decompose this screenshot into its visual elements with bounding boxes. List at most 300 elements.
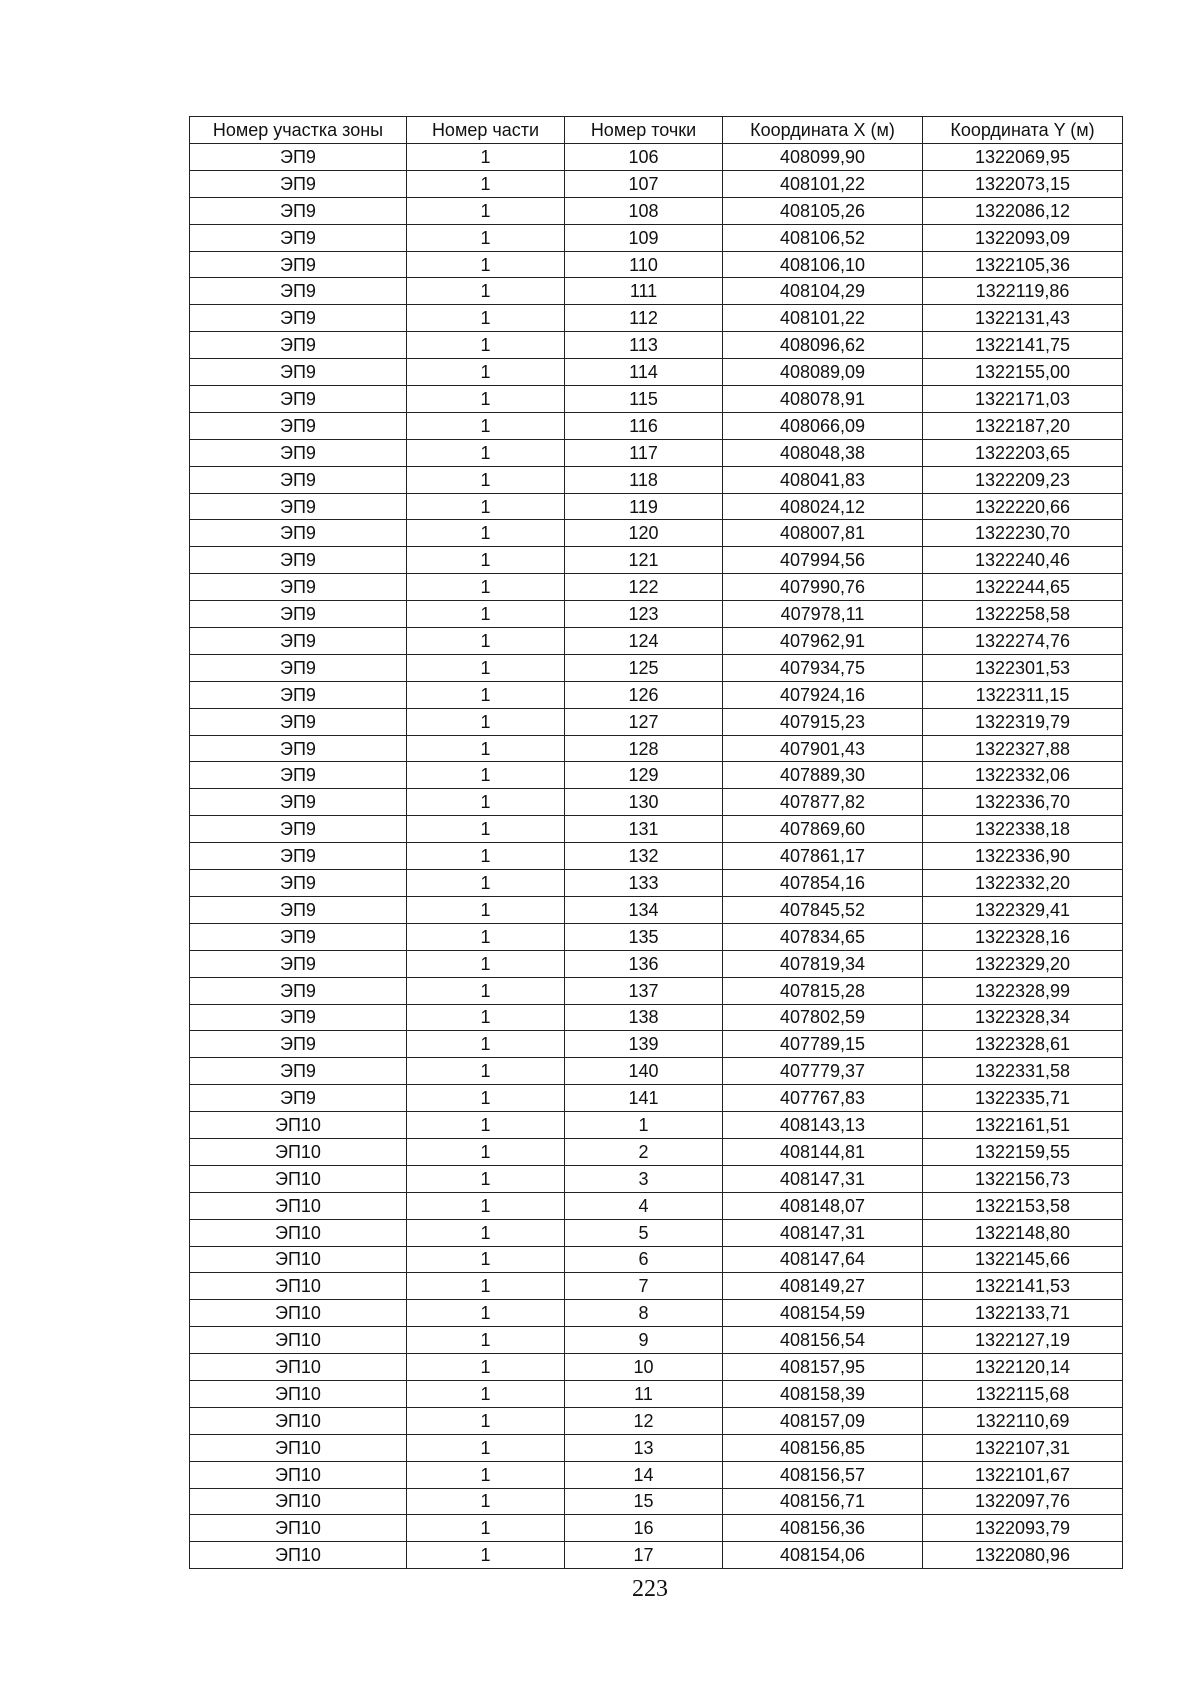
- cell-zone-section: ЭП9: [190, 628, 407, 655]
- cell-part-number: 1: [407, 628, 565, 655]
- cell-point-number: 117: [565, 439, 723, 466]
- cell-point-number: 134: [565, 896, 723, 923]
- cell-coordinate-x: 408099,90: [723, 144, 923, 171]
- cell-point-number: 15: [565, 1488, 723, 1515]
- cell-coordinate-x: 408143,13: [723, 1112, 923, 1139]
- cell-part-number: 1: [407, 789, 565, 816]
- cell-coordinate-y: 1322115,68: [923, 1380, 1123, 1407]
- cell-point-number: 122: [565, 574, 723, 601]
- cell-coordinate-x: 408157,09: [723, 1407, 923, 1434]
- cell-zone-section: ЭП9: [190, 816, 407, 843]
- table-row: [190, 1515, 1123, 1542]
- cell-coordinate-x: 408157,95: [723, 1354, 923, 1381]
- cell-coordinate-y: 1322240,46: [923, 547, 1123, 574]
- cell-coordinate-y: 1322203,65: [923, 439, 1123, 466]
- cell-point-number: 120: [565, 520, 723, 547]
- cell-part-number: 1: [407, 1273, 565, 1300]
- table-row: [190, 1031, 1123, 1058]
- cell-point-number: 126: [565, 681, 723, 708]
- cell-coordinate-y: 1322220,66: [923, 493, 1123, 520]
- cell-zone-section: ЭП10: [190, 1192, 407, 1219]
- table-row: [190, 1434, 1123, 1461]
- cell-coordinate-y: 1322086,12: [923, 197, 1123, 224]
- cell-coordinate-y: 1322335,71: [923, 1085, 1123, 1112]
- cell-coordinate-y: 1322338,18: [923, 816, 1123, 843]
- cell-part-number: 1: [407, 816, 565, 843]
- cell-point-number: 6: [565, 1246, 723, 1273]
- table-row: [190, 816, 1123, 843]
- cell-point-number: 111: [565, 278, 723, 305]
- cell-coordinate-y: 1322332,20: [923, 870, 1123, 897]
- table-row: [190, 762, 1123, 789]
- cell-point-number: 133: [565, 870, 723, 897]
- cell-zone-section: ЭП9: [190, 224, 407, 251]
- table-row: [190, 977, 1123, 1004]
- cell-coordinate-y: 1322187,20: [923, 412, 1123, 439]
- cell-coordinate-x: 408147,31: [723, 1219, 923, 1246]
- cell-coordinate-x: 408158,39: [723, 1380, 923, 1407]
- table-row: [190, 1085, 1123, 1112]
- cell-zone-section: ЭП10: [190, 1434, 407, 1461]
- cell-coordinate-x: 407802,59: [723, 1004, 923, 1031]
- table-row: [190, 1219, 1123, 1246]
- cell-coordinate-x: 408156,71: [723, 1488, 923, 1515]
- cell-coordinate-x: 408024,12: [723, 493, 923, 520]
- cell-coordinate-x: 408154,59: [723, 1300, 923, 1327]
- cell-part-number: 1: [407, 735, 565, 762]
- cell-part-number: 1: [407, 170, 565, 197]
- cell-zone-section: ЭП9: [190, 547, 407, 574]
- cell-zone-section: ЭП9: [190, 197, 407, 224]
- table-row: [190, 870, 1123, 897]
- cell-coordinate-y: 1322110,69: [923, 1407, 1123, 1434]
- cell-point-number: 123: [565, 601, 723, 628]
- cell-coordinate-x: 407815,28: [723, 977, 923, 1004]
- cell-coordinate-y: 1322148,80: [923, 1219, 1123, 1246]
- cell-coordinate-x: 408156,54: [723, 1327, 923, 1354]
- table-row: [190, 1058, 1123, 1085]
- cell-part-number: 1: [407, 923, 565, 950]
- cell-zone-section: ЭП9: [190, 493, 407, 520]
- cell-zone-section: ЭП10: [190, 1354, 407, 1381]
- cell-part-number: 1: [407, 1354, 565, 1381]
- cell-point-number: 125: [565, 654, 723, 681]
- cell-coordinate-y: 1322107,31: [923, 1434, 1123, 1461]
- cell-point-number: 116: [565, 412, 723, 439]
- table-row: [190, 144, 1123, 171]
- cell-coordinate-y: 1322332,06: [923, 762, 1123, 789]
- cell-coordinate-x: 408078,91: [723, 386, 923, 413]
- cell-point-number: 127: [565, 708, 723, 735]
- cell-part-number: 1: [407, 412, 565, 439]
- cell-coordinate-x: 408156,57: [723, 1461, 923, 1488]
- cell-coordinate-x: 407978,11: [723, 601, 923, 628]
- cell-zone-section: ЭП9: [190, 278, 407, 305]
- cell-part-number: 1: [407, 601, 565, 628]
- table-row: [190, 547, 1123, 574]
- cell-coordinate-x: 408104,29: [723, 278, 923, 305]
- header-zone-section: Номер участка зоны: [190, 117, 407, 144]
- table-row: [190, 170, 1123, 197]
- cell-point-number: 2: [565, 1138, 723, 1165]
- table-row: [190, 1327, 1123, 1354]
- cell-point-number: 1: [565, 1112, 723, 1139]
- cell-coordinate-x: 408156,85: [723, 1434, 923, 1461]
- cell-part-number: 1: [407, 520, 565, 547]
- table-row: [190, 735, 1123, 762]
- table-row: [190, 251, 1123, 278]
- cell-coordinate-x: 408101,22: [723, 170, 923, 197]
- cell-coordinate-y: 1322141,53: [923, 1273, 1123, 1300]
- cell-zone-section: ЭП9: [190, 950, 407, 977]
- cell-coordinate-x: 407834,65: [723, 923, 923, 950]
- cell-point-number: 7: [565, 1273, 723, 1300]
- table-row: [190, 896, 1123, 923]
- cell-coordinate-y: 1322230,70: [923, 520, 1123, 547]
- table-row: [190, 923, 1123, 950]
- cell-zone-section: ЭП9: [190, 977, 407, 1004]
- cell-coordinate-y: 1322209,23: [923, 466, 1123, 493]
- cell-part-number: 1: [407, 1327, 565, 1354]
- table-row: [190, 1112, 1123, 1139]
- cell-coordinate-y: 1322301,53: [923, 654, 1123, 681]
- cell-zone-section: ЭП10: [190, 1273, 407, 1300]
- cell-coordinate-x: 407819,34: [723, 950, 923, 977]
- cell-coordinate-x: 408096,62: [723, 332, 923, 359]
- cell-point-number: 141: [565, 1085, 723, 1112]
- header-row: [190, 117, 1123, 144]
- cell-point-number: 131: [565, 816, 723, 843]
- cell-part-number: 1: [407, 1246, 565, 1273]
- cell-part-number: 1: [407, 278, 565, 305]
- cell-part-number: 1: [407, 1112, 565, 1139]
- cell-coordinate-y: 1322328,99: [923, 977, 1123, 1004]
- cell-coordinate-x: 408144,81: [723, 1138, 923, 1165]
- cell-coordinate-x: 407789,15: [723, 1031, 923, 1058]
- cell-coordinate-y: 1322258,58: [923, 601, 1123, 628]
- cell-coordinate-x: 408149,27: [723, 1273, 923, 1300]
- cell-coordinate-x: 408048,38: [723, 439, 923, 466]
- cell-coordinate-x: 408105,26: [723, 197, 923, 224]
- cell-zone-section: ЭП9: [190, 681, 407, 708]
- cell-zone-section: ЭП9: [190, 1058, 407, 1085]
- cell-zone-section: ЭП9: [190, 654, 407, 681]
- cell-point-number: 124: [565, 628, 723, 655]
- cell-zone-section: ЭП10: [190, 1407, 407, 1434]
- cell-part-number: 1: [407, 1138, 565, 1165]
- cell-coordinate-y: 1322105,36: [923, 251, 1123, 278]
- table-row: [190, 1354, 1123, 1381]
- cell-coordinate-x: 407845,52: [723, 896, 923, 923]
- cell-coordinate-y: 1322069,95: [923, 144, 1123, 171]
- cell-part-number: 1: [407, 144, 565, 171]
- cell-point-number: 3: [565, 1165, 723, 1192]
- table-body: [190, 144, 1123, 1569]
- table-row: [190, 1407, 1123, 1434]
- table-row: [190, 1488, 1123, 1515]
- cell-point-number: 115: [565, 386, 723, 413]
- cell-point-number: 11: [565, 1380, 723, 1407]
- cell-part-number: 1: [407, 547, 565, 574]
- cell-point-number: 16: [565, 1515, 723, 1542]
- cell-point-number: 10: [565, 1354, 723, 1381]
- cell-coordinate-x: 407869,60: [723, 816, 923, 843]
- table-row: [190, 789, 1123, 816]
- cell-point-number: 14: [565, 1461, 723, 1488]
- cell-coordinate-y: 1322155,00: [923, 359, 1123, 386]
- cell-point-number: 114: [565, 359, 723, 386]
- cell-point-number: 12: [565, 1407, 723, 1434]
- table-row: [190, 708, 1123, 735]
- cell-part-number: 1: [407, 1300, 565, 1327]
- cell-point-number: 119: [565, 493, 723, 520]
- coordinates-table: [189, 116, 1123, 1569]
- cell-part-number: 1: [407, 1542, 565, 1569]
- table-row: [190, 386, 1123, 413]
- cell-coordinate-x: 407779,37: [723, 1058, 923, 1085]
- cell-part-number: 1: [407, 843, 565, 870]
- cell-point-number: 8: [565, 1300, 723, 1327]
- cell-point-number: 128: [565, 735, 723, 762]
- cell-coordinate-x: 408066,09: [723, 412, 923, 439]
- cell-point-number: 107: [565, 170, 723, 197]
- cell-zone-section: ЭП10: [190, 1542, 407, 1569]
- cell-coordinate-y: 1322127,19: [923, 1327, 1123, 1354]
- cell-zone-section: ЭП9: [190, 870, 407, 897]
- cell-point-number: 138: [565, 1004, 723, 1031]
- header-coordinate-x: Координата X (м): [723, 117, 923, 144]
- cell-coordinate-y: 1322327,88: [923, 735, 1123, 762]
- cell-coordinate-x: 408089,09: [723, 359, 923, 386]
- header-point-number: Номер точки: [565, 117, 723, 144]
- cell-zone-section: ЭП9: [190, 708, 407, 735]
- cell-coordinate-x: 407915,23: [723, 708, 923, 735]
- cell-part-number: 1: [407, 466, 565, 493]
- cell-part-number: 1: [407, 386, 565, 413]
- cell-coordinate-y: 1322156,73: [923, 1165, 1123, 1192]
- cell-coordinate-y: 1322159,55: [923, 1138, 1123, 1165]
- cell-coordinate-y: 1322329,41: [923, 896, 1123, 923]
- cell-zone-section: ЭП9: [190, 601, 407, 628]
- cell-zone-section: ЭП10: [190, 1461, 407, 1488]
- cell-part-number: 1: [407, 1219, 565, 1246]
- cell-coordinate-x: 407990,76: [723, 574, 923, 601]
- cell-coordinate-y: 1322319,79: [923, 708, 1123, 735]
- table-row: [190, 1380, 1123, 1407]
- cell-part-number: 1: [407, 950, 565, 977]
- cell-coordinate-x: 408148,07: [723, 1192, 923, 1219]
- cell-zone-section: ЭП9: [190, 439, 407, 466]
- cell-zone-section: ЭП9: [190, 923, 407, 950]
- cell-part-number: 1: [407, 1031, 565, 1058]
- cell-coordinate-y: 1322311,15: [923, 681, 1123, 708]
- cell-part-number: 1: [407, 224, 565, 251]
- cell-point-number: 112: [565, 305, 723, 332]
- cell-zone-section: ЭП9: [190, 466, 407, 493]
- cell-part-number: 1: [407, 305, 565, 332]
- cell-point-number: 5: [565, 1219, 723, 1246]
- cell-point-number: 132: [565, 843, 723, 870]
- cell-zone-section: ЭП10: [190, 1165, 407, 1192]
- cell-zone-section: ЭП10: [190, 1246, 407, 1273]
- cell-zone-section: ЭП9: [190, 359, 407, 386]
- cell-part-number: 1: [407, 439, 565, 466]
- cell-zone-section: ЭП9: [190, 789, 407, 816]
- cell-coordinate-y: 1322328,34: [923, 1004, 1123, 1031]
- cell-zone-section: ЭП9: [190, 1085, 407, 1112]
- cell-coordinate-x: 408041,83: [723, 466, 923, 493]
- cell-coordinate-y: 1322145,66: [923, 1246, 1123, 1273]
- cell-coordinate-y: 1322171,03: [923, 386, 1123, 413]
- cell-point-number: 140: [565, 1058, 723, 1085]
- cell-point-number: 130: [565, 789, 723, 816]
- cell-coordinate-y: 1322131,43: [923, 305, 1123, 332]
- table-row: [190, 305, 1123, 332]
- table-row: [190, 278, 1123, 305]
- table-row: [190, 1138, 1123, 1165]
- cell-coordinate-x: 407767,83: [723, 1085, 923, 1112]
- cell-zone-section: ЭП9: [190, 170, 407, 197]
- table-row: [190, 224, 1123, 251]
- cell-coordinate-x: 408147,31: [723, 1165, 923, 1192]
- cell-point-number: 9: [565, 1327, 723, 1354]
- cell-part-number: 1: [407, 681, 565, 708]
- cell-zone-section: ЭП9: [190, 843, 407, 870]
- cell-coordinate-y: 1322328,61: [923, 1031, 1123, 1058]
- cell-point-number: 110: [565, 251, 723, 278]
- cell-coordinate-y: 1322101,67: [923, 1461, 1123, 1488]
- table-row: [190, 359, 1123, 386]
- cell-zone-section: ЭП10: [190, 1138, 407, 1165]
- cell-coordinate-x: 407877,82: [723, 789, 923, 816]
- table-row: [190, 1165, 1123, 1192]
- cell-point-number: 108: [565, 197, 723, 224]
- cell-coordinate-x: 408106,52: [723, 224, 923, 251]
- cell-zone-section: ЭП9: [190, 251, 407, 278]
- cell-zone-section: ЭП9: [190, 144, 407, 171]
- cell-coordinate-x: 408147,64: [723, 1246, 923, 1273]
- cell-coordinate-y: 1322153,58: [923, 1192, 1123, 1219]
- cell-coordinate-y: 1322328,16: [923, 923, 1123, 950]
- table-row: [190, 1542, 1123, 1569]
- table-row: [190, 412, 1123, 439]
- table-row: [190, 520, 1123, 547]
- cell-part-number: 1: [407, 1165, 565, 1192]
- cell-zone-section: ЭП9: [190, 896, 407, 923]
- cell-coordinate-x: 407854,16: [723, 870, 923, 897]
- cell-zone-section: ЭП10: [190, 1219, 407, 1246]
- table-row: [190, 493, 1123, 520]
- cell-coordinate-y: 1322119,86: [923, 278, 1123, 305]
- cell-point-number: 139: [565, 1031, 723, 1058]
- cell-part-number: 1: [407, 1434, 565, 1461]
- table-row: [190, 681, 1123, 708]
- cell-coordinate-x: 407861,17: [723, 843, 923, 870]
- cell-coordinate-y: 1322141,75: [923, 332, 1123, 359]
- cell-point-number: 137: [565, 977, 723, 1004]
- cell-zone-section: ЭП10: [190, 1515, 407, 1542]
- cell-point-number: 135: [565, 923, 723, 950]
- cell-coordinate-y: 1322097,76: [923, 1488, 1123, 1515]
- cell-coordinate-y: 1322093,79: [923, 1515, 1123, 1542]
- cell-part-number: 1: [407, 574, 565, 601]
- cell-part-number: 1: [407, 493, 565, 520]
- table-row: [190, 601, 1123, 628]
- table-header: [190, 117, 1123, 144]
- cell-point-number: 4: [565, 1192, 723, 1219]
- table-row: [190, 197, 1123, 224]
- cell-coordinate-y: 1322244,65: [923, 574, 1123, 601]
- cell-coordinate-x: 407924,16: [723, 681, 923, 708]
- cell-point-number: 136: [565, 950, 723, 977]
- cell-zone-section: ЭП10: [190, 1380, 407, 1407]
- cell-part-number: 1: [407, 1407, 565, 1434]
- cell-part-number: 1: [407, 197, 565, 224]
- cell-part-number: 1: [407, 1380, 565, 1407]
- page-number: 223: [632, 1576, 668, 1602]
- cell-zone-section: ЭП10: [190, 1488, 407, 1515]
- table-row: [190, 574, 1123, 601]
- table-row: [190, 332, 1123, 359]
- cell-zone-section: ЭП10: [190, 1300, 407, 1327]
- cell-zone-section: ЭП9: [190, 735, 407, 762]
- cell-zone-section: ЭП9: [190, 762, 407, 789]
- header-coordinate-y: Координата Y (м): [923, 117, 1123, 144]
- cell-part-number: 1: [407, 1461, 565, 1488]
- cell-coordinate-x: 408101,22: [723, 305, 923, 332]
- cell-part-number: 1: [407, 1192, 565, 1219]
- cell-coordinate-y: 1322133,71: [923, 1300, 1123, 1327]
- cell-part-number: 1: [407, 708, 565, 735]
- table-row: [190, 950, 1123, 977]
- cell-part-number: 1: [407, 870, 565, 897]
- cell-point-number: 106: [565, 144, 723, 171]
- cell-coordinate-x: 408156,36: [723, 1515, 923, 1542]
- cell-part-number: 1: [407, 332, 565, 359]
- cell-coordinate-y: 1322161,51: [923, 1112, 1123, 1139]
- table-row: [190, 1192, 1123, 1219]
- cell-part-number: 1: [407, 1488, 565, 1515]
- cell-point-number: 13: [565, 1434, 723, 1461]
- cell-part-number: 1: [407, 1085, 565, 1112]
- table-row: [190, 1273, 1123, 1300]
- cell-coordinate-x: 408106,10: [723, 251, 923, 278]
- table-row: [190, 439, 1123, 466]
- cell-point-number: 129: [565, 762, 723, 789]
- cell-part-number: 1: [407, 1515, 565, 1542]
- cell-part-number: 1: [407, 896, 565, 923]
- cell-part-number: 1: [407, 251, 565, 278]
- cell-point-number: 17: [565, 1542, 723, 1569]
- cell-coordinate-x: 407962,91: [723, 628, 923, 655]
- cell-zone-section: ЭП9: [190, 1004, 407, 1031]
- cell-coordinate-x: 407901,43: [723, 735, 923, 762]
- cell-coordinate-y: 1322274,76: [923, 628, 1123, 655]
- cell-zone-section: ЭП10: [190, 1327, 407, 1354]
- table-row: [190, 1300, 1123, 1327]
- cell-part-number: 1: [407, 359, 565, 386]
- cell-part-number: 1: [407, 762, 565, 789]
- table-row: [190, 628, 1123, 655]
- table-row: [190, 1004, 1123, 1031]
- cell-coordinate-y: 1322073,15: [923, 170, 1123, 197]
- cell-coordinate-y: 1322093,09: [923, 224, 1123, 251]
- cell-coordinate-x: 408154,06: [723, 1542, 923, 1569]
- cell-point-number: 118: [565, 466, 723, 493]
- cell-coordinate-x: 407934,75: [723, 654, 923, 681]
- cell-part-number: 1: [407, 654, 565, 681]
- cell-coordinate-x: 408007,81: [723, 520, 923, 547]
